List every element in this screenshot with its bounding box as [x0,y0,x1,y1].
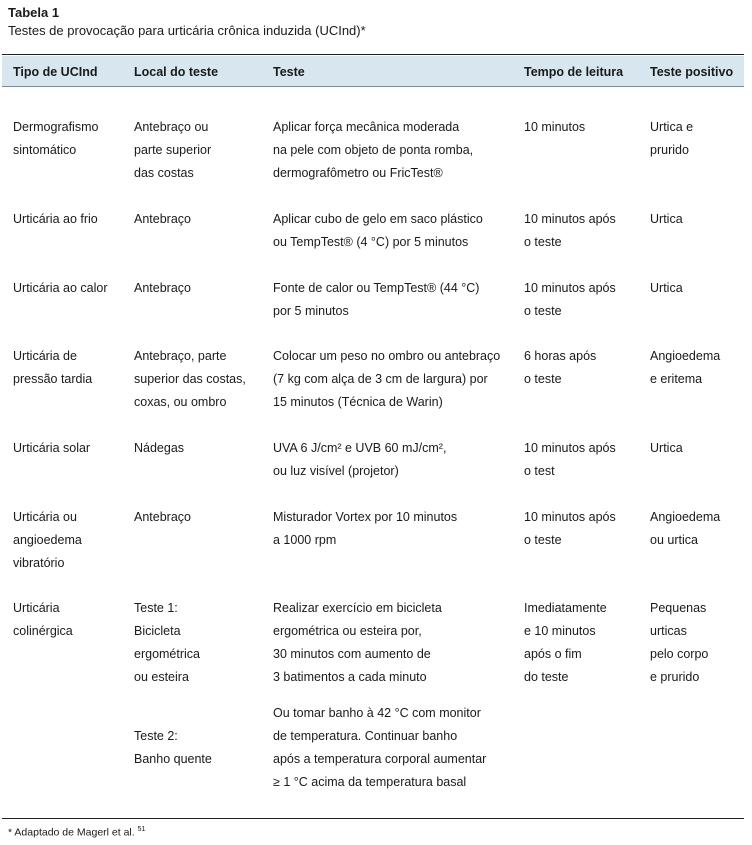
table-cell: Urticária ao frio [13,212,98,226]
table-cell: Urtica [650,281,683,295]
table-cell: Aplicar cubo de gelo em saco plástico ou TempTest® (4 °C) por 5 minutos [273,212,483,249]
table-cell: Realizar exercício em bicicleta ergométrica ou esteira por, 30 minutos com aumento de 3 batimentos a cada minuto [273,601,442,684]
table-cell: Teste 1: Bicicleta ergométrica ou esteira [134,601,200,684]
table-cell: Misturador Vortex por 10 minutos a 1000 rpm [273,510,458,547]
table-bottom-rule [2,818,744,819]
table-cell: Fonte de calor ou TempTest® (44 °C) por 5 minutos [273,281,480,318]
table-cell: Antebraço [134,510,191,524]
table-title: Tabela 1 [8,5,60,20]
table-cell: 10 minutos após o teste [524,212,616,249]
table-cell: Urtica [650,441,683,455]
table-cell: Antebraço [134,212,191,226]
table-cell: Ou tomar banho à 42 °C com monitor de temperatura. Continuar banho após a temperatura corporal aumentar ≥ 1 °C acima da temperatura basal [273,706,487,789]
table-cell: 10 minutos após o teste [524,281,616,318]
table-cell: Nádegas [134,441,185,455]
table-cell: Angioedema e eritema [650,349,721,386]
table-cell: Antebraço ou parte superior das costas [134,120,212,180]
table-cell: Antebraço [134,281,191,295]
header-tipo: Tipo de UCInd [13,65,98,79]
table-cell: Urticária ao calor [13,281,108,295]
footnote [8,826,145,839]
table-caption: Testes de provocação para urticária crônica induzida (UCInd)* [8,23,366,38]
header-tempo: Tempo de leitura [524,65,624,79]
table-cell: Urticária ou angioedema vibratório [13,510,82,570]
table-cell: UVA 6 J/cm² e UVB 60 mJ/cm², ou luz visível (projetor) [273,441,447,478]
table-cell: Antebraço, parte superior das costas, coxas, ou ombro [134,349,246,409]
table-cell: 6 horas após o teste [524,349,597,386]
table-cell: Imediatamente e 10 minutos após o fim do teste [524,601,607,684]
table-cell: Urticária solar [13,441,91,455]
table-cell: Urticária de pressão tardia [13,349,93,386]
footnote-reference: 51 [137,826,146,833]
table-cell: Dermografismo sintomático [13,120,99,157]
table-cell: 10 minutos [524,120,586,134]
table-cell: Angioedema ou urtica [650,510,721,547]
table-cell: Urticária colinérgica [13,601,73,638]
table-header [2,56,744,87]
footnote-text: * Adaptado de Magerl et al. [8,826,135,839]
table-cell: Urtica [650,212,683,226]
table-cell: Aplicar força mecânica moderada na pele com objeto de ponta romba, dermografômetro ou FricTest® [273,120,474,180]
table-top-rule [2,54,744,55]
table-cell: 10 minutos após o teste [524,510,616,547]
table-cell: Colocar um peso no ombro ou antebraço (7 kg com alça de 3 cm de largura) por 15 minutos (Técnica de Warin) [273,349,501,409]
header-local: Local do teste [134,65,219,79]
header-positivo: Teste positivo [650,65,734,79]
table-cell: 10 minutos após o test [524,441,616,478]
header-teste: Teste [273,65,305,79]
table-cell: Urtica e prurido [650,120,694,157]
table-cell: Pequenas urticas pelo corpo e prurido [650,601,709,684]
table-cell: Teste 2: Banho quente [134,729,212,766]
